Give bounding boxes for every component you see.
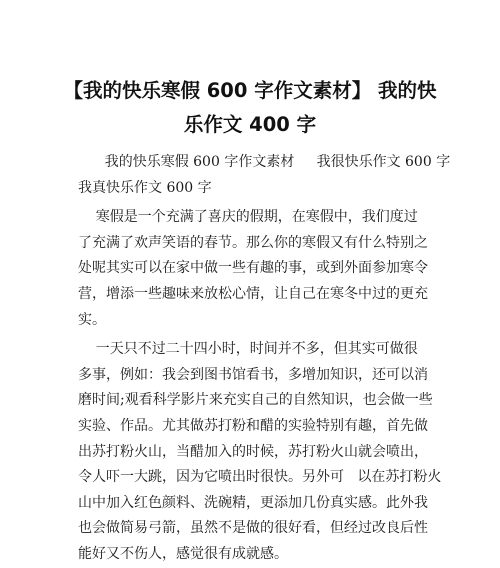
body-line: 我的快乐寒假 600 字作文素材 我很快乐作文 600 字	[78, 154, 451, 170]
body-line: 也会做简易弓箭，虽然不是做的很好看，但经过改良后性	[78, 520, 428, 537]
body-line: 磨时间;观看科学影片来充实自己的自然知识，也会做一些	[78, 392, 433, 409]
body-line: 山中加入红色颜料、洗碗精，更添加几份真实感。此外我	[78, 494, 428, 511]
paragraph-subtitle	[78, 150, 451, 201]
body-line: 能好又不伤人，感觉很有成就感。	[78, 545, 288, 562]
body-line: 出苏打粉火山，当醋加入的时候，苏打粉火山就会喷出，	[78, 443, 428, 460]
body-line: 多事，例如：我会到图书馆看书，多增加知识，还可以消	[78, 366, 428, 383]
body-line: 实验、作品。尤其做苏打粉和醋的实验特别有趣，首先做	[78, 417, 428, 434]
paragraph-activities	[78, 337, 442, 567]
body-line: 营，增添一些趣味来放松心情，让自己在寒冬中过的更充	[78, 285, 428, 302]
title-line-2: 乐作文 400 字	[183, 113, 317, 136]
paragraph-intro	[78, 205, 438, 333]
body-line: 一天只不过二十四小时，时间并不多，但其实可做很	[78, 341, 418, 358]
body-line: 我真快乐作文 600 字	[78, 179, 212, 196]
body-line: 令人吓一大跳，因为它喷出时很快。另外可 以在苏打粉火	[78, 469, 442, 486]
title-line-1: 【我的快乐寒假 600 字作文素材】 我的快	[63, 79, 437, 102]
body-line: 实。	[78, 311, 106, 328]
body-line: 了充满了欢声笑语的春节。那么你的寒假又有什么特别之	[78, 234, 428, 251]
document-title	[60, 74, 440, 142]
body-line: 处呢其实可以在家中做一些有趣的事，或到外面参加寒令	[78, 260, 428, 277]
body-line: 寒假是一个充满了喜庆的假期，在寒假中，我们度过	[78, 209, 418, 226]
document-body	[78, 150, 451, 568]
